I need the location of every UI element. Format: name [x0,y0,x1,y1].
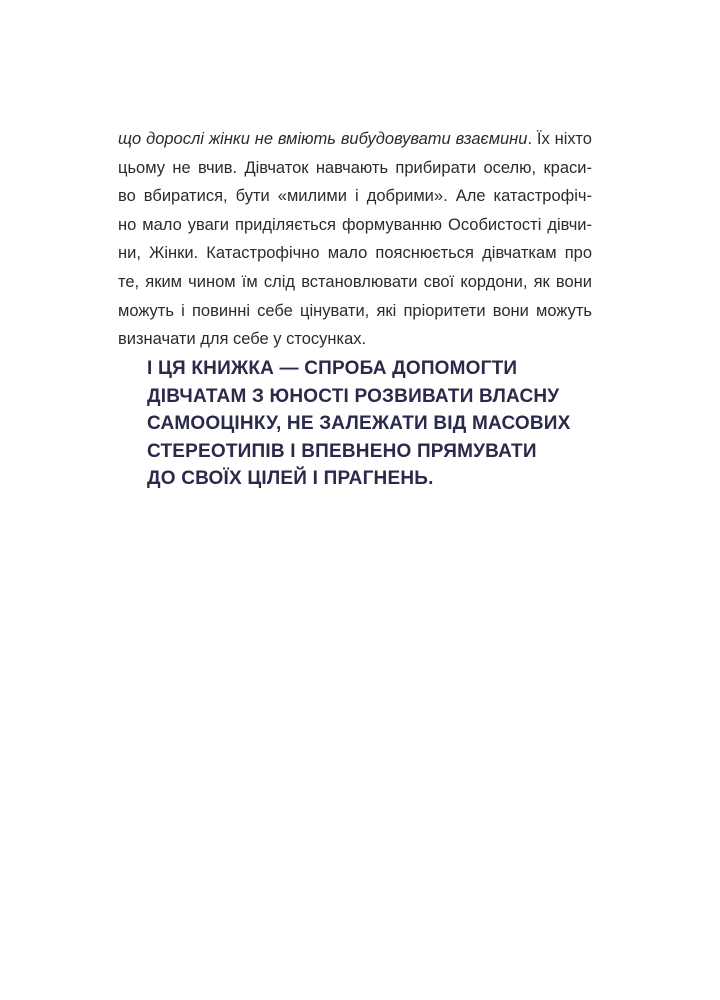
body-line-rest: . Їх ніхто [527,130,592,148]
quote-line: ДІВЧАТАМ З ЮНОСТІ РОЗВИВАТИ ВЛАСНУ [147,385,560,407]
body-line: но мало уваги приділяється формуванню Особистості дівчи- [118,215,592,234]
body-line: цьому не вчив. Дівчаток навчають прибирати оселю, краси- [118,158,592,177]
pull-quote [147,355,571,493]
quote-line: САМООЦІНКУ, НЕ ЗАЛЕЖАТИ ВІД МАСОВИХ [147,413,571,434]
body-line: можуть і повинні себе цінувати, які пріоритети вони можуть [118,301,592,320]
quote-line: І ЦЯ КНИЖКА — СПРОБА ДОПОМОГТИ [147,358,518,379]
body-line: те, яким чином їм слід встановлювати свої кордони, як вони [118,272,592,291]
body-line [118,125,592,154]
body-line: во вбиратися, бути «милими і добрими». Але катастрофіч- [118,187,592,206]
quote-line: ДО СВОЇХ ЦІЛЕЙ І ПРАГНЕНЬ. [147,468,434,489]
italic-emphasis: що дорослі жінки не вміють вибудовувати взаємини [118,130,528,148]
body-line: ни, Жінки. Катастрофічно мало пояснюється дівчаткам про [118,244,592,263]
quote-line: СТЕРЕОТИПІВ І ВПЕВНЕНО ПРЯМУВАТИ [147,440,537,462]
body-paragraph [118,125,592,354]
body-line: визначати для себе у стосунках. [118,330,367,349]
